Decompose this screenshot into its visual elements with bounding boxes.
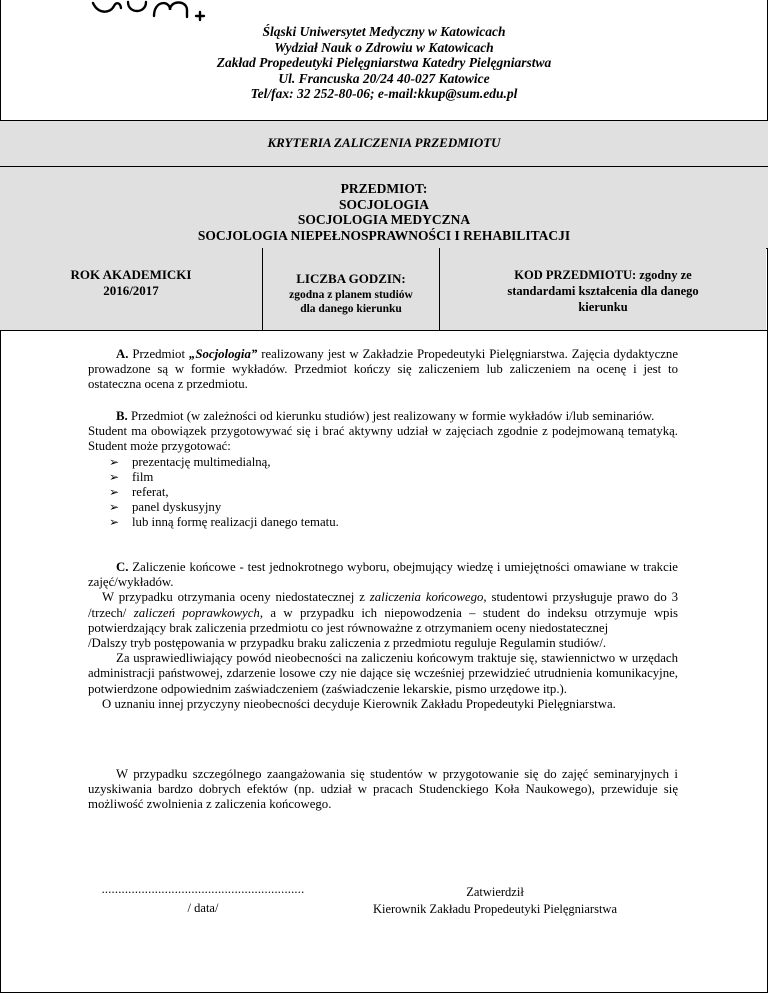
header-line: Ul. Francuska 20/24 40-027 Katowice — [278, 70, 490, 86]
header-line: Śląski Uniwersytet Medyczny w Katowicach — [262, 24, 506, 39]
list-item: ➢ referat, — [109, 485, 169, 500]
subject-name-inline: „Socjologia” — [188, 347, 258, 361]
date-signature-block — [88, 882, 318, 916]
subject-name: SOCJOLOGIA MEDYCZNA — [297, 212, 471, 227]
academic-year-label: ROK AKADEMICKI — [70, 267, 192, 282]
section-c: C. Zaliczenie końcowe - test jednokrotnego wyboru, obejmujący wiedzę i umiejętności omawiane w trakcie zajęć/wykładów. W przypadku otrzymania oceny niedostatecznej z zaliczenia końcowego, studentowi przysługuje prawo do 3 /trzech/ zaliczeń poprawkowych, a w przypadku ich niepowodzenia – student do indeksu otrzymuje wpis potwierdzający brak zaliczenia przedmiotu co jest równoważne z otrzymaniem oceny niedostatecznej /Dalszy tryb postępowania w przypadku braku zaliczenia z przedmiotu reguluje Regulamin studiów/. Za usprawiedliwiający powód nieobecności na zaliczeniu końcowym traktuje się, stawiennictwo w urzędach administracji państwowej, zdarzenie losowe czy nie dające się wcześniej przewidzieć utrudnienia komunikacyjne, potwierdzone odpowiednim zaświadczeniem (zaświadczenie lekarskie, pismo urzędowe itp.). O uznaniu innej przyczyny nieobecności decyduje Kierownik Zakładu Propedeutyki Pielęgniarstwa. — [88, 560, 678, 711]
arrow-bullet-icon: ➢ — [109, 515, 120, 530]
section-letter: A. — [116, 347, 129, 361]
emphasis: zaliczenia końcowego — [369, 590, 484, 605]
subject-name: SOCJOLOGIA — [338, 196, 430, 212]
date-label: / data/ — [187, 901, 219, 915]
list-item: ➢ lub inną formę realizacji danego tematu. — [109, 515, 339, 530]
list-item: ➢ film — [109, 469, 154, 484]
subject-code-value: kierunku — [578, 300, 628, 314]
info-row — [0, 248, 768, 331]
arrow-bullet-icon: ➢ — [109, 469, 120, 484]
header-line: Wydział Nauk o Zdrowiu w Katowicach — [274, 39, 494, 55]
subject-band — [0, 166, 768, 249]
header-line: Zakład Propedeutyki Pielęgniarstwa Katedry Pielęgniarstwa — [216, 55, 552, 70]
document-title: KRYTERIA ZALICZENIA PRZEDMIOTU — [267, 135, 501, 150]
subject-code-cell — [440, 248, 766, 330]
academic-year-cell — [0, 248, 263, 330]
section-letter: B. — [116, 409, 128, 423]
subject-name: SOCJOLOGIA NIEPEŁNOSPRAWNOŚCI I REHABILITACJI — [197, 227, 571, 243]
hours-cell — [263, 248, 440, 330]
dotted-line: ............................................................. — [101, 882, 305, 896]
hours-value: dla danego kierunku — [300, 303, 402, 315]
institution-header — [1, 24, 767, 102]
subject-label: PRZEDMIOT: — [340, 181, 428, 196]
header-line: Tel/fax: 32 252-80-06; e-mail:kkup@sum.edu.pl — [250, 86, 518, 101]
approval-block — [350, 884, 640, 918]
section-a-text: Przedmiot — [128, 347, 189, 361]
section-letter: C. — [116, 560, 129, 574]
hours-value: zgodna z planem studiów — [289, 289, 413, 301]
subject-code-value: standardami kształcenia dla danego — [507, 284, 699, 298]
preparation-list — [109, 455, 678, 531]
approved-label: Zatwierdził — [466, 885, 524, 899]
academic-year-value: 2016/2017 — [103, 283, 159, 298]
closing-paragraph: W przypadku szczególnego zaangażowania się studentów w przygotowanie się do zajęć seminaryjnych i uzyskiwania bardzo dobrych efektów (np. udział w pracach Studenckiego Koła Naukowego), przewiduje się możliwość zwolnienia z zaliczenia końcowego. — [88, 767, 678, 812]
approver-role: Kierownik Zakładu Propedeutyki Pielęgniarstwa — [372, 902, 618, 916]
sum-logo — [90, 0, 220, 26]
title-band — [0, 120, 768, 167]
section-c-text: Zaliczenie końcowe - test jednokrotnego wyboru, obejmujący wiedzę i umiejętności omawiane w trakcie zajęć/wykładów. — [88, 560, 678, 590]
list-item: ➢ panel dyskusyjny — [109, 500, 222, 515]
section-c-text: Za usprawiedliwiający powód nieobecności na zaliczeniu końcowym traktuje się, stawiennictwo w urzędach administracji państwowej, zdarzenie losowe czy nie dające się wcześniej przewidzieć utrudnienia komunikacyjne, potwierdzone odpowiednim zaświadczeniem (zaświadczenie lekarskie, pismo urzędowe itp.). — [88, 651, 678, 696]
arrow-bullet-icon: ➢ — [109, 500, 120, 515]
hours-label: LICZBA GODZIN: — [296, 271, 406, 286]
subject-block — [0, 181, 768, 243]
arrow-bullet-icon: ➢ — [109, 485, 120, 500]
emphasis: zaliczeń poprawkowych — [133, 605, 260, 620]
section-a — [88, 347, 678, 393]
list-item: ➢ prezentację multimedialną, — [109, 454, 271, 469]
section-a-text: realizowany jest w Zakładzie Propedeutyki Pielęgniarstwa. Zajęcia dydaktyczne prowadzone są w formie wykładów. Przedmiot kończy się zaliczeniem lub zaliczeniem na ocenę i jest to ostateczna ocena z przedmiotu. — [88, 347, 679, 392]
section-b-text: Przedmiot (w zależności od kierunku studiów) jest realizowany w formie wykładów i/lub seminariów. — [127, 409, 655, 423]
section-c-text: O uznaniu innej przyczyny nieobecności decyduje Kierownik Zakładu Propedeutyki Pielęgniarstwa. — [102, 696, 616, 711]
section-c-text: /Dalszy tryb postępowania w przypadku braku zaliczenia z przedmiotu reguluje Regulamin studiów/. — [88, 636, 607, 651]
arrow-bullet-icon: ➢ — [109, 454, 120, 469]
section-b — [88, 409, 678, 531]
section-b-text: Student ma obowiązek przygotowywać się i brać aktywny udział w zajęciach zgodnie z podejmowaną tematyką. Student może przygotować: — [88, 424, 678, 454]
subject-code-label: KOD PRZEDMIOTU: zgodny ze — [514, 268, 692, 282]
